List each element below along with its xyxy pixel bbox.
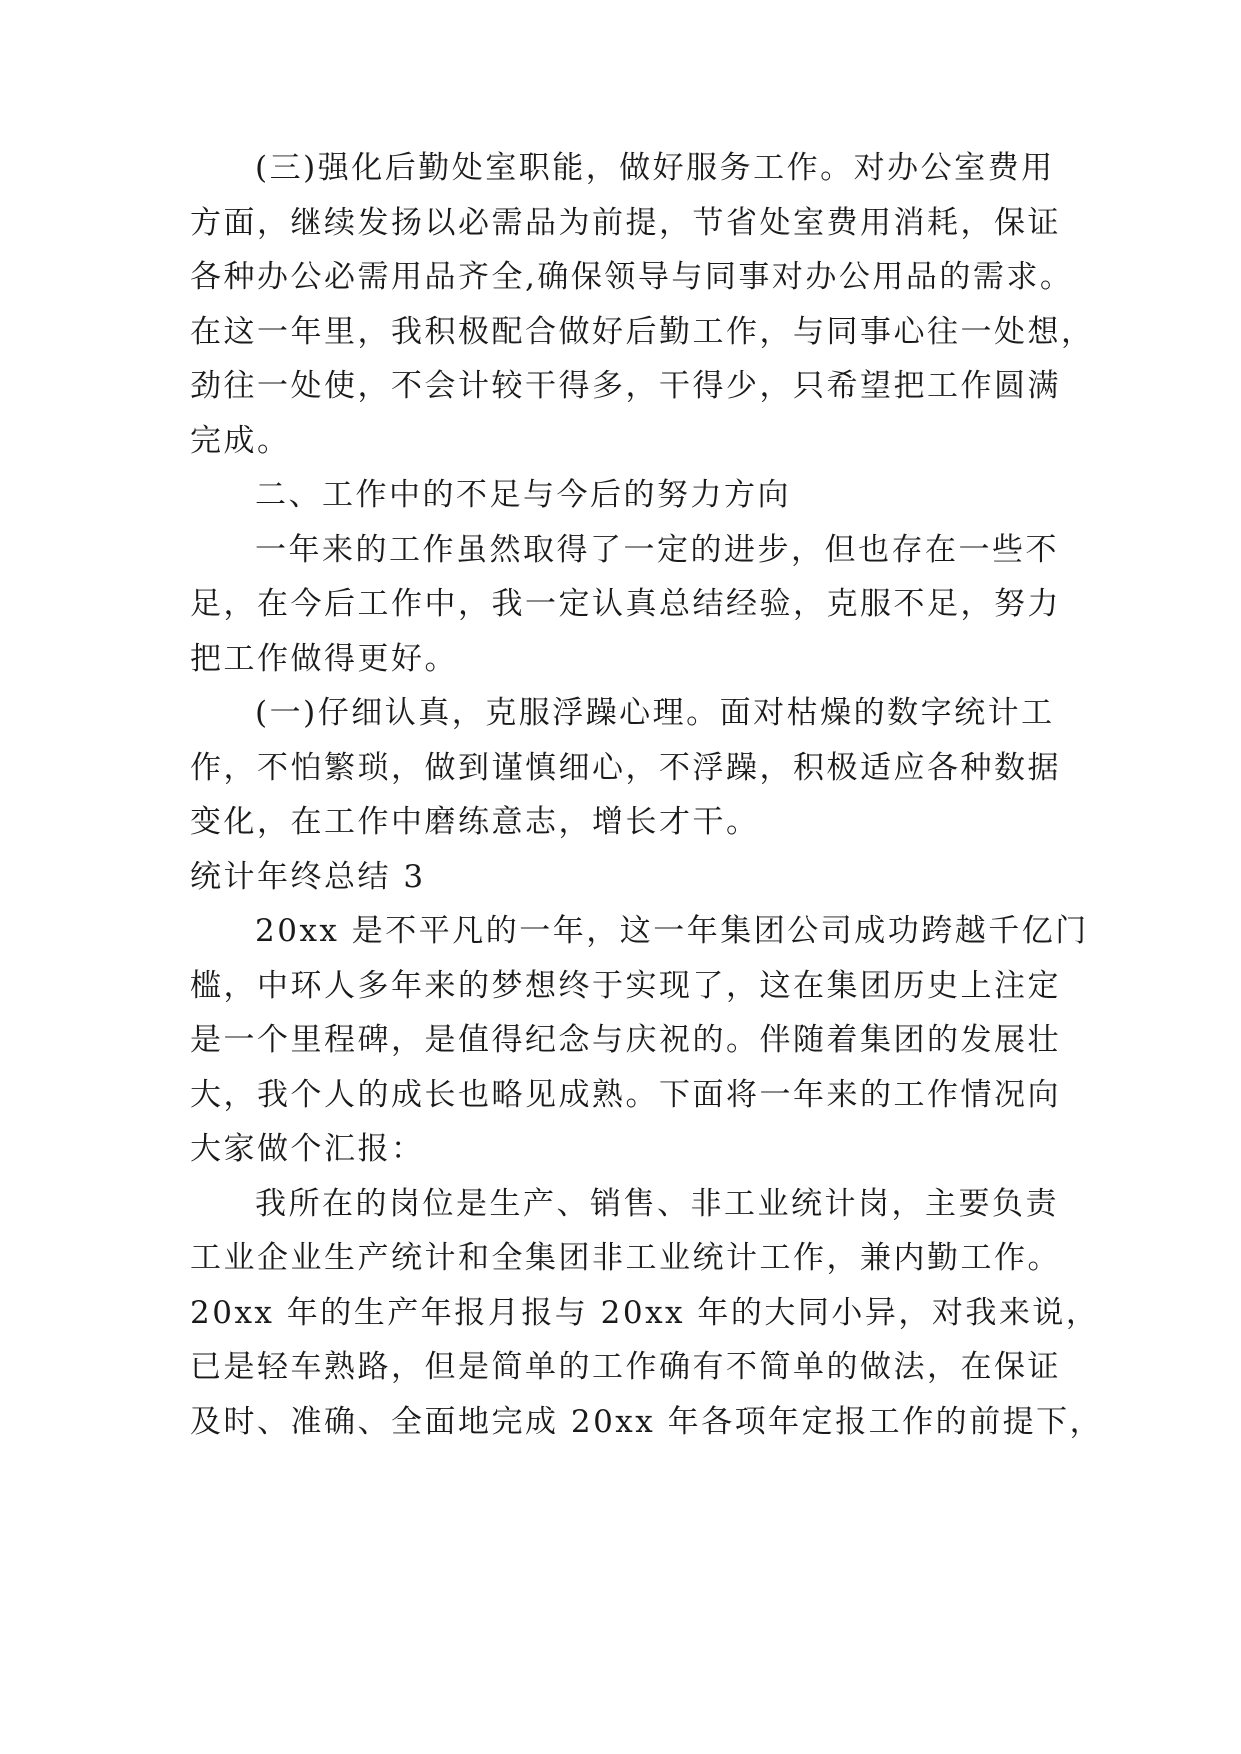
paragraph-line: 在这一年里，我积极配合做好后勤工作，与同事心往一处想， bbox=[190, 314, 1095, 350]
section-heading: 二、工作中的不足与今后的努力方向 bbox=[255, 477, 791, 513]
paragraph-line: 方面，继续发扬以必需品为前提，节省处室费用消耗，保证 bbox=[190, 205, 1061, 241]
paragraph-line: 我所在的岗位是生产、销售、非工业统计岗，主要负责 bbox=[255, 1186, 1059, 1222]
paragraph-line: (三)强化后勤处室职能，做好服务工作。对办公室费用 bbox=[255, 150, 1055, 186]
paragraph-line: 一年来的工作虽然取得了一定的进步，但也存在一些不 bbox=[255, 532, 1059, 568]
paragraph-line: 大家做个汇报： bbox=[190, 1131, 425, 1167]
document-title: 统计年终总结 3 bbox=[190, 859, 426, 895]
paragraph-line: 变化，在工作中磨练意志，增长才干。 bbox=[190, 804, 760, 840]
paragraph-line: (一)仔细认真，克服浮躁心理。面对枯燥的数字统计工 bbox=[255, 695, 1055, 731]
paragraph-line: 20xx 是不平凡的一年，这一年集团公司成功跨越千亿门 bbox=[255, 913, 1089, 949]
paragraph-line: 把工作做得更好。 bbox=[190, 641, 458, 677]
paragraph-line: 足，在今后工作中，我一定认真总结经验，克服不足，努力 bbox=[190, 586, 1061, 622]
paragraph-line: 劲往一处使，不会计较干得多，干得少，只希望把工作圆满 bbox=[190, 368, 1061, 404]
paragraph-line: 是一个里程碑，是值得纪念与庆祝的。伴随着集团的发展壮 bbox=[190, 1022, 1061, 1058]
paragraph-line: 大，我个人的成长也略见成熟。下面将一年来的工作情况向 bbox=[190, 1077, 1061, 1113]
paragraph-line: 20xx 年的生产年报月报与 20xx 年的大同小异，对我来说， bbox=[190, 1295, 1100, 1331]
paragraph-line: 及时、准确、全面地完成 20xx 年各项年定报工作的前提下， bbox=[190, 1404, 1104, 1440]
paragraph-line: 作，不怕繁琐，做到谨慎细心，不浮躁，积极适应各种数据 bbox=[190, 750, 1061, 786]
paragraph-line: 工业企业生产统计和全集团非工业统计工作，兼内勤工作。 bbox=[190, 1240, 1061, 1276]
paragraph-line: 已是轻车熟路，但是简单的工作确有不简单的做法，在保证 bbox=[190, 1349, 1061, 1385]
paragraph-line: 各种办公必需用品齐全,确保领导与同事对办公用品的需求。 bbox=[190, 259, 1074, 295]
paragraph-line: 完成。 bbox=[190, 423, 291, 459]
paragraph-line: 槛，中环人多年来的梦想终于实现了，这在集团历史上注定 bbox=[190, 968, 1061, 1004]
